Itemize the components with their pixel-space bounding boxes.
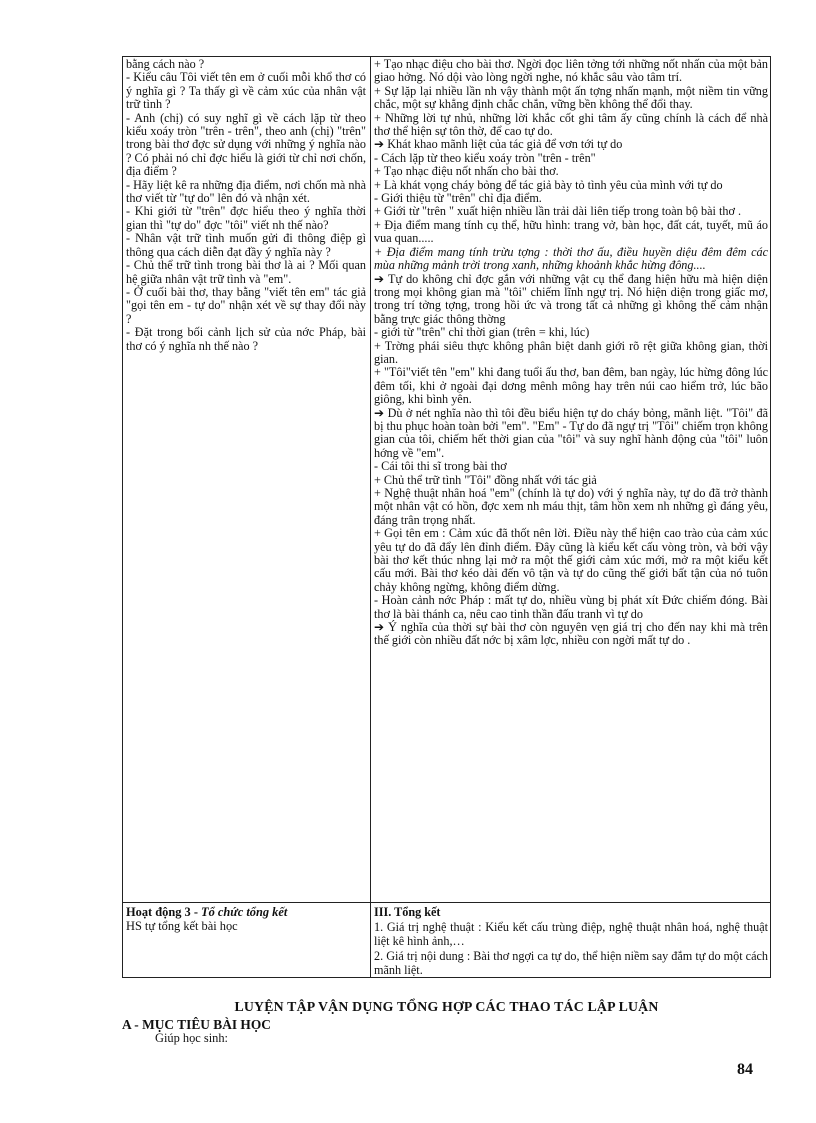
answer-line: ➔ Dù ở nét nghĩa nào thì tôi đều biểu hiện tự do cháy bỏng, mãnh liệt. "Tôi" đã bị thu phục hoàn toàn bởi "em". "Em" - Tự do đã ngự trị "Tôi" chiếm trọn không gian của tôi, chiếm hết thời gian của "tôi" và suy nghĩ hành động của "tôi" luôn hớng về "em". xyxy=(374,405,768,460)
question-line: bằng cách nào ? xyxy=(126,57,205,71)
summary-item: 1. Giá trị nghệ thuật : Kiểu kết cấu trùng điệp, nghệ thuật nhân hoá, nghệ thuật liệt kê hình ảnh,… xyxy=(374,919,768,949)
question-line: - Nhân vật trữ tình muốn gửi đi thông điệp gì thông qua cách diễn đạt đầy ý nghĩa này ? xyxy=(126,231,366,259)
answer-line: + Là khát vọng cháy bỏng để tác giả bày tỏ tình yêu của mình với tự do xyxy=(374,177,723,192)
answer-line: + Địa điểm mang tính cụ thể, hữu hình: trang vở, bàn học, đất cát, tuyết, mũ áo vua quan..... xyxy=(374,217,768,246)
lesson-table xyxy=(122,56,771,978)
answer-line: + Trờng phái siêu thực không phân biệt danh giới rõ rệt giữa không gian, thời gian. xyxy=(374,338,768,366)
answer-line: - Hoàn cảnh nớc Pháp : mất tự do, nhiều vùng bị phát xít Đức chiếm đóng. Bài thơ là bài thánh ca, nêu cao tinh thần đấu tranh vì tự do xyxy=(374,593,768,621)
question-line: - Khi giới từ "trên" đợc hiểu theo ý nghĩa thời gian thì "tự do" đợc "tôi" viết nh thế nào? xyxy=(126,204,366,232)
question-line: - Đặt trong bối cảnh lịch sử của nớc Pháp, bài thơ có ý nghĩa nh thế nào ? xyxy=(126,325,366,353)
question-line: - Kiểu câu Tôi viết tên em ở cuối mỗi khổ thơ có ý nghĩa gì ? Ta thấy gì về cảm xúc của nhân vật trữ tình ? xyxy=(126,70,366,112)
section-title: LUYỆN TẬP VẬN DỤNG TỔNG HỢP CÁC THAO TÁC LẬP LUẬN xyxy=(234,999,659,1014)
answer-line: + Địa điểm mang tính trừu tợng : thời thơ ấu, điều huyền diệu đêm đêm các mùa những mảnh trời trong xanh, những khoảnh khắc hừng đông.... xyxy=(374,244,768,273)
question-line: - Hãy liệt kê ra những địa điểm, nơi chốn mà nhà thơ viết từ "tự do" lên đó và nhận xét. xyxy=(126,177,366,206)
answer-line: + Sự lặp lại nhiều lần nh vậy thành một ấn tợng nhấn mạnh, một niềm tin vững chắc, một sự khẳng định chắc chắn, vững bền không thể đổi thay. xyxy=(374,83,768,112)
row-divider xyxy=(123,902,770,903)
summary-cell xyxy=(374,905,768,978)
answer-column xyxy=(374,58,768,648)
question-line: - Anh (chị) có suy nghĩ gì về cách lặp từ theo kiểu xoáy tròn "trên - trên", theo anh (chị) "trên" trong bài thơ đợc sử dụng với những ý nghĩa nào ? Có phải nó chỉ đợc hiểu là giới từ chỉ nơi chốn, địa điểm ? xyxy=(126,110,366,179)
page-number: 84 xyxy=(737,1061,753,1078)
activity-heading xyxy=(126,905,366,919)
answer-line: - Cái tôi thi sĩ trong bài thơ xyxy=(374,459,507,474)
activity-heading-title: Tổ chức tổng kết xyxy=(201,905,288,919)
intro-text: Giúp học sinh: xyxy=(155,1031,228,1045)
summary-item: 2. Giá trị nội dung : Bài thơ ngợi ca tự do, thể hiện niềm say đắm tự do một cách mãnh liệt. xyxy=(374,948,768,978)
answer-line: ➔ Ý nghĩa của thời sự bài thơ còn nguyên vẹn giá trị cho đến nay khi mà trên thế giới còn nhiều đất nớc bị xâm lợc, nhiều con ngời mất tự do . xyxy=(374,620,768,648)
answer-line: + Những lời tự nhủ, những lời khắc cốt ghi tâm ấy cũng chính là cách để nhà thơ thể hiện sự tôn thờ, để cao tự do. xyxy=(374,110,768,139)
answer-line: ➔ Tự do không chỉ đợc gắn với những vật cụ thể đang hiện hữu mà hiện diện trong mọi không gian mà "tôi" chiếm lĩnh ngự trị. Nó hiện diện trong giấc mơ, trong trí tởng tợng, trong hồi ức và trong tất cả những gì không thể cảm nhận bằng trực giác thông thờng xyxy=(374,271,768,326)
section-a-heading: A - MỤC TIÊU BÀI HỌC xyxy=(122,1017,271,1032)
question-line: - Ở cuối bài thơ, thay bằng "viết tên em" tác giả "gọi tên em - tự do" nhận xét về sự thay đổi này ? xyxy=(126,284,366,326)
question-line: - Chủ thể trữ tình trong bài thơ là ai ? Mối quan hệ giữa nhân vật trữ tình và "em". xyxy=(126,258,366,286)
answer-line: ➔ Khát khao mãnh liệt của tác giả để vơn tới tự do xyxy=(374,137,623,152)
answer-line: - Giới thiệu từ "trên" chỉ địa điểm. xyxy=(374,191,542,206)
activity-text: HS tự tổng kết bài học xyxy=(126,919,238,933)
answer-line: + Giới từ "trên " xuất hiện nhiều lần trải dài liên tiếp trong toàn bộ bài thơ . xyxy=(374,204,741,219)
activity-cell xyxy=(126,905,366,933)
answer-line: - giới từ "trên" chỉ thời gian (trên = khi, lúc) xyxy=(374,325,590,340)
answer-line: - Cách lặp từ theo kiểu xoáy tròn "trên - trên" xyxy=(374,150,596,165)
activity-heading-prefix: Hoạt động 3 - xyxy=(126,905,202,919)
answer-line: + Gọi tên em : Cảm xúc đã thốt nên lời. Điều này thể hiện cao trào của cảm xúc yêu tự do đã đẩy lên đỉnh điểm. Đây cũng là kiểu kết cấu vòng tròn, và bởi vậy bài thơ kết thúc nhng lại mở ra một thế giới cảm xúc mới, mở ra một kiểu kết cấu mới. Bài thơ kéo dài đến vô tận và tự do cũng thế giới bất tận của nó tuôn chảy không ngừng, không điểm dừng. xyxy=(374,526,768,594)
answer-line: + "Tôi"viết tên "em" khi đang tuổi ấu thơ, ban đêm, ban ngày, lúc hừng đông lúc đêm tối, khi ở ngoài đại dơng mênh mông hay trên núi cao hiểm trở, lúc bão giông, khi bình yên. xyxy=(374,365,768,407)
question-column xyxy=(126,58,366,353)
answer-line: + Tạo nhạc điệu nốt nhấn cho bài thơ. xyxy=(374,164,559,179)
answer-line: + Chủ thể trữ tình "Tôi" đồng nhất với tác giả xyxy=(374,472,597,487)
answer-line: + Tạo nhạc điệu cho bài thơ. Ngời đọc liên tởng tới những nốt nhấn của một bản giao hởng. Nó dội vào lòng ngời nghe, nó khắc sâu vào tâm trí. xyxy=(374,57,768,85)
answer-line: + Nghệ thuật nhân hoá "em" (chính là tự do) với ý nghĩa này, tự do đã trở thành một nhân vật có hồn, đợc xem nh máu thịt, tâm hồn xem nh những gì đáng yêu, đáng trân trọng nhất. xyxy=(374,486,768,527)
summary-heading: III. Tổng kết xyxy=(374,905,441,919)
column-divider xyxy=(370,57,371,977)
